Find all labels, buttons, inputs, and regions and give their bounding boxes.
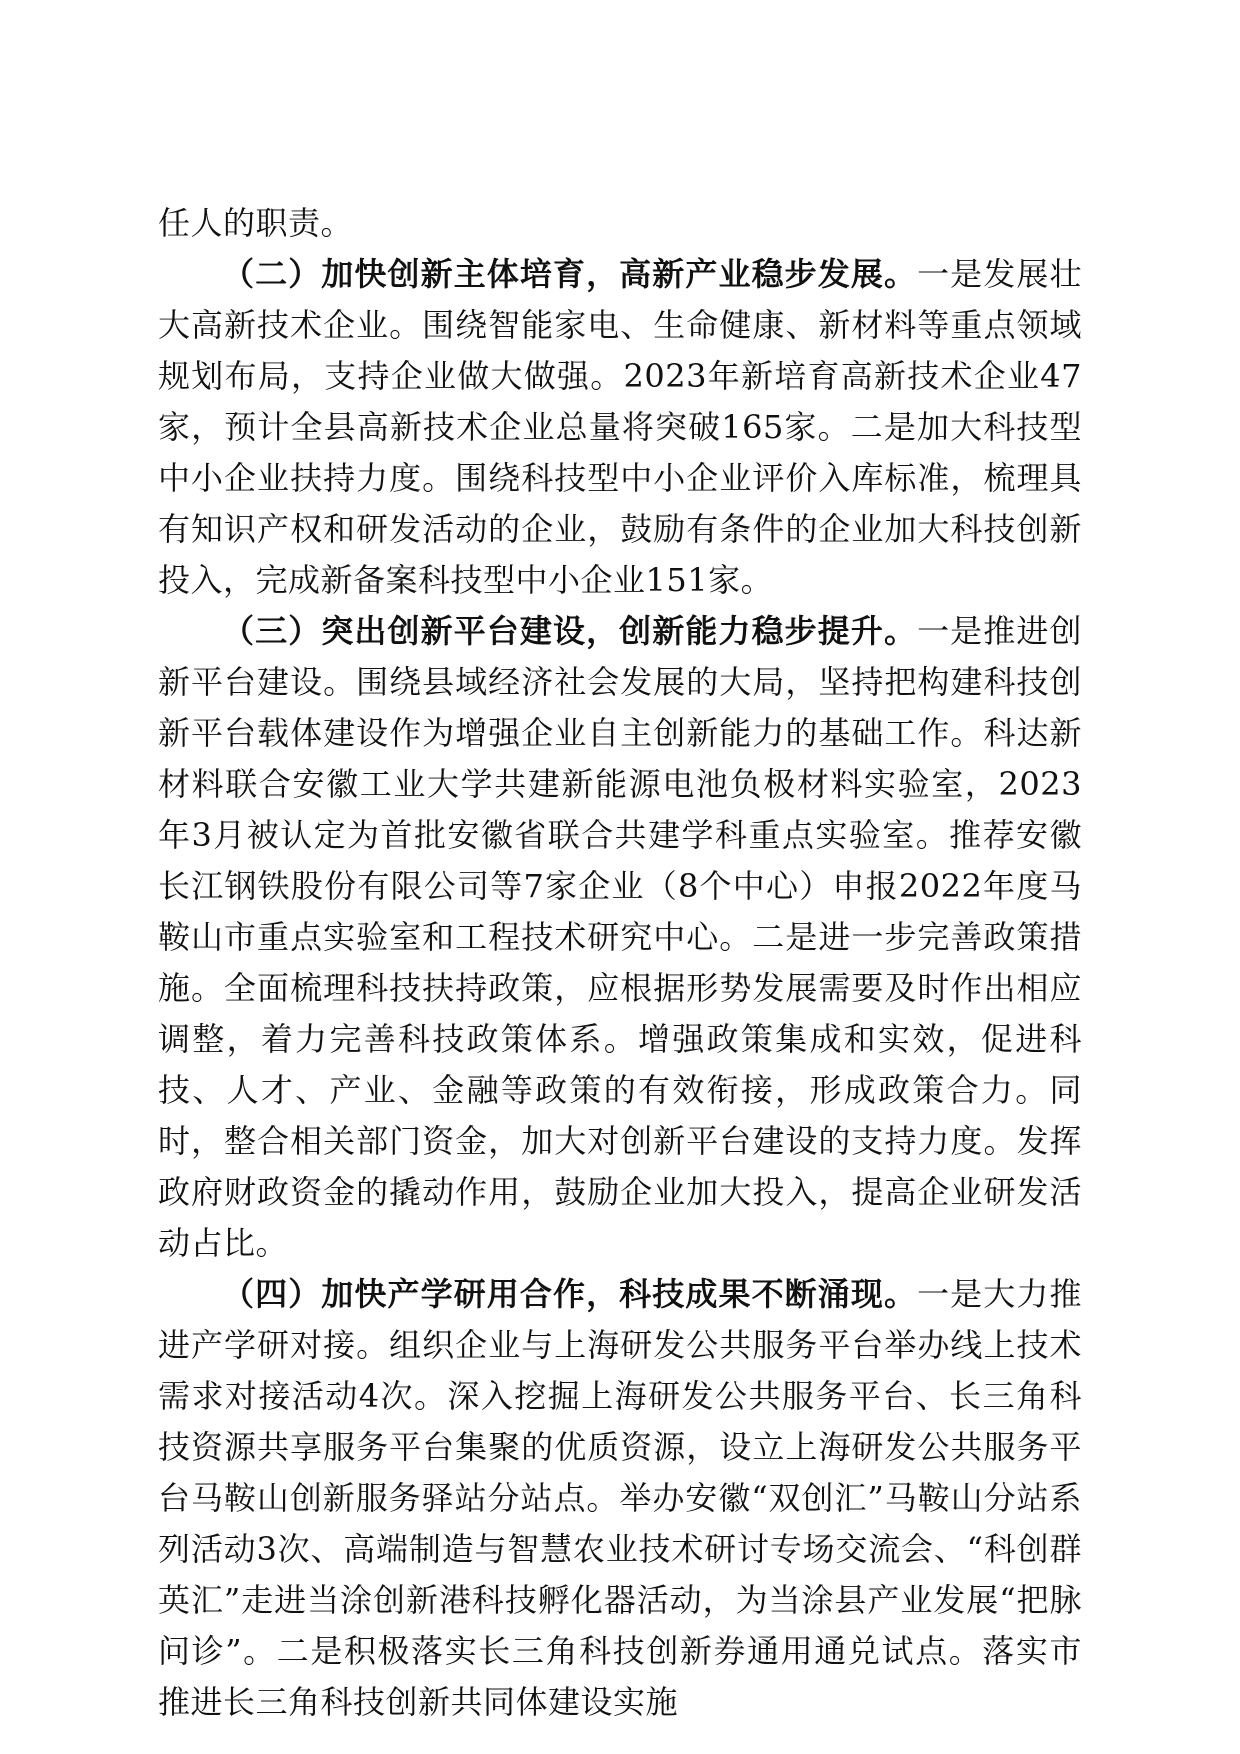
paragraph-body: 一是发展壮大高新技术企业。围绕智能家电、生命健康、新材料等重点领域规划布局，支持企业做大做强。2023年新培育高新技术企业47家，预计全县高新技术企业总量将突破165家。二是加大科技型中小企业扶持力度。围绕科技型中小企业评价入库标准，梳理具有知识产权和研发活动的企业，鼓励有条件的企业加大科技创新投入，完成新备案科技型中小企业151家。 [158, 255, 1082, 599]
paragraph-body: 任人的职责。 [158, 204, 354, 242]
paragraph-section-4 [158, 1269, 1082, 1728]
document-page [158, 198, 1082, 1728]
paragraph-continuation [158, 198, 1082, 249]
paragraph-section-2 [158, 249, 1082, 606]
section-heading: （二）加快创新主体培育，高新产业稳步发展。 [222, 255, 918, 293]
paragraph-section-3 [158, 606, 1082, 1269]
paragraph-body: 一是大力推进产学研对接。组织企业与上海研发公共服务平台举办线上技术需求对接活动4次。深入挖掘上海研发公共服务平台、长三角科技资源共享服务平台集聚的优质资源，设立上海研发公共服务平台马鞍山创新服务驿站分站点。举办安徽“双创汇”马鞍山分站系列活动3次、高端制造与智慧农业技术研讨专场交流会、“科创群英汇”走进当涂创新港科技孵化器活动，为当涂县产业发展“把脉问诊”。二是积极落实长三角科技创新券通用通兑试点。落实市推进长三角科技创新共同体建设实施 [158, 1275, 1082, 1721]
section-heading: （四）加快产学研用合作，科技成果不断涌现。 [222, 1275, 918, 1313]
paragraph-body: 一是推进创新平台建设。围绕县域经济社会发展的大局，坚持把构建科技创新平台载体建设作为增强企业自主创新能力的基础工作。科达新材料联合安徽工业大学共建新能源电池负极材料实验室，2023年3月被认定为首批安徽省联合共建学科重点实验室。推荐安徽长江钢铁股份有限公司等7家企业（8个中心）申报2022年度马鞍山市重点实验室和工程技术研究中心。二是进一步完善政策措施。全面梳理科技扶持政策，应根据形势发展需要及时作出相应调整，着力完善科技政策体系。增强政策集成和实效，促进科技、人才、产业、金融等政策的有效衔接，形成政策合力。同时，整合相关部门资金，加大对创新平台建设的支持力度。发挥政府财政资金的撬动作用，鼓励企业加大投入，提高企业研发活动占比。 [158, 612, 1082, 1262]
section-heading: （三）突出创新平台建设，创新能力稳步提升。 [222, 612, 918, 650]
